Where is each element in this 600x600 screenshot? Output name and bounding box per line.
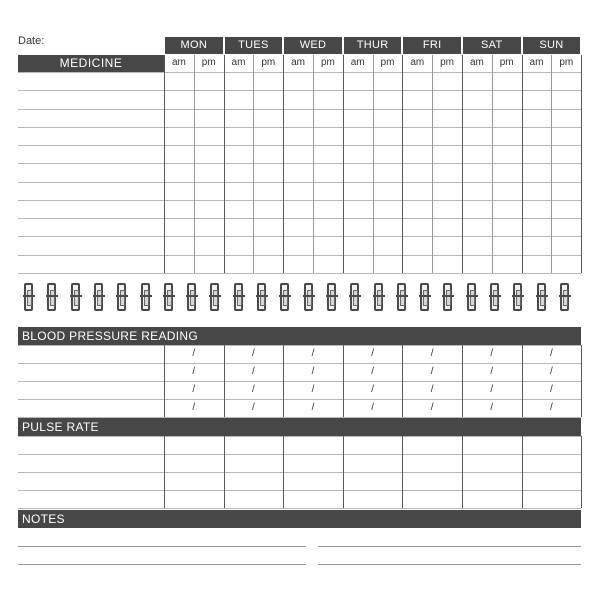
binding-ring [280,283,289,311]
day-column-line [343,55,344,273]
pulse-cell[interactable] [224,490,284,508]
binding-ring [24,283,33,311]
binding-ring [467,283,476,311]
medicine-name-cell[interactable] [18,218,164,236]
notes-line[interactable] [318,546,581,547]
day-column-line [462,55,463,273]
bp-slash[interactable]: / [371,366,374,377]
pulse-cell[interactable] [522,454,582,472]
binding-ring [94,283,103,311]
medicine-header: MEDICINE [18,55,164,72]
bp-slash[interactable]: / [550,348,553,359]
bp-slash[interactable]: / [490,402,494,413]
pulse-cell[interactable] [402,472,462,490]
am-label: am [171,57,186,68]
binding-ring [234,283,243,311]
pulse-cell[interactable] [402,436,462,454]
day-column-line [522,55,523,273]
pulse-cell[interactable] [343,472,403,490]
bp-slash[interactable]: / [371,348,374,359]
day-column-line [581,55,582,273]
binding-ring [443,283,452,311]
pulse-cell[interactable] [224,454,284,472]
pm-label: pm [261,57,276,68]
date-label: Date: [18,35,45,47]
ampm-divider [492,55,493,273]
bp-slash[interactable]: / [371,402,374,413]
binding-ring [47,283,56,311]
medicine-name-cell[interactable] [18,109,164,127]
bp-column-line [581,345,582,417]
bp-column-line [283,345,284,417]
pulse-cell[interactable] [283,490,343,508]
pulse-cell[interactable] [402,490,462,508]
am-label: am [231,57,246,68]
bp-slash[interactable]: / [311,348,315,359]
binding-ring [304,283,313,311]
pulse-row-line [18,508,581,509]
day-header-mon: MON [165,37,223,54]
day-header-sat: SAT [463,37,521,54]
pulse-cell[interactable] [343,436,403,454]
bp-slash[interactable]: / [550,402,553,413]
pulse-cell[interactable] [462,490,522,508]
pm-label: pm [499,57,514,68]
pulse-cell[interactable] [462,436,522,454]
am-label: am [410,57,425,68]
bp-column-line [224,345,225,417]
medicine-name-cell[interactable] [18,145,164,163]
day-header-wed: WED [284,37,342,54]
bp-column-line [164,345,165,417]
bp-slash[interactable]: / [550,366,553,377]
medicine-name-cell[interactable] [18,255,164,273]
bp-slash[interactable]: / [550,384,553,395]
bp-slash[interactable]: / [311,366,315,377]
pulse-cell[interactable] [402,454,462,472]
binding-ring [141,283,150,311]
pulse-cell[interactable] [343,454,403,472]
ampm-divider [432,55,433,273]
notes-header: NOTES [18,510,581,528]
binding-ring [513,283,522,311]
bp-slash[interactable]: / [252,348,255,359]
bp-slash[interactable]: / [371,384,374,395]
day-column-line [283,55,284,273]
pulse-cell[interactable] [283,436,343,454]
day-column-line [402,55,403,273]
bp-slash[interactable]: / [252,402,255,413]
pulse-cell[interactable] [522,472,582,490]
binding-ring [71,283,80,311]
bp-slash[interactable]: / [490,348,494,359]
binding-ring [397,283,406,311]
notes-line[interactable] [18,546,306,547]
bp-column-line [343,345,344,417]
ampm-divider [373,55,374,273]
pulse-cell[interactable] [224,472,284,490]
bp-column-line [462,345,463,417]
day-header-tues: TUES [225,37,283,54]
ampm-divider [253,55,254,273]
blood-pressure-header: BLOOD PRESSURE READING [18,327,581,345]
binding-ring [537,283,546,311]
binding-ring [210,283,219,311]
day-header-thur: THUR [344,37,402,54]
bp-column-line [402,345,403,417]
pulse-cell[interactable] [164,436,224,454]
pm-label: pm [380,57,395,68]
medicine-name-cell[interactable] [18,236,164,254]
pm-label: pm [320,57,335,68]
binding-ring [420,283,429,311]
bp-slash[interactable]: / [430,402,434,413]
medicine-name-cell[interactable] [18,163,164,181]
pulse-cell[interactable] [462,472,522,490]
binding-ring [560,283,569,311]
bp-slash[interactable]: / [311,384,315,395]
pulse-column-line [581,436,582,508]
binding-ring [374,283,383,311]
binding-ring [117,283,126,311]
pm-label: pm [201,57,216,68]
am-label: am [291,57,306,68]
bp-slash[interactable]: / [311,402,315,413]
pulse-cell[interactable] [283,472,343,490]
medicine-name-cell[interactable] [18,127,164,145]
pm-label: pm [440,57,455,68]
medicine-name-cell[interactable] [18,90,164,108]
notes-line[interactable] [18,564,306,565]
ampm-divider [313,55,314,273]
day-column-line [164,55,165,273]
binding-ring [350,283,359,311]
bp-slash[interactable]: / [192,348,196,359]
bp-slash[interactable]: / [192,384,196,395]
pulse-cell[interactable] [522,436,582,454]
pulse-rate-header: PULSE RATE [18,418,581,436]
ampm-divider [551,55,552,273]
binding-ring [327,283,336,311]
pulse-cell[interactable] [283,454,343,472]
bp-slash[interactable]: / [192,366,196,377]
day-header-sun: SUN [523,37,581,54]
day-column-line [224,55,225,273]
notes-line[interactable] [318,564,581,565]
binding-ring [490,283,499,311]
pulse-cell[interactable] [462,454,522,472]
pulse-cell[interactable] [164,454,224,472]
bp-column-line [522,345,523,417]
pm-label: pm [559,57,574,68]
ampm-divider [194,55,195,273]
am-label: am [469,57,484,68]
bp-slash[interactable]: / [430,384,434,395]
pulse-cell[interactable] [343,490,403,508]
medicine-name-cell[interactable] [18,200,164,218]
bp-slash[interactable]: / [252,366,255,377]
binding-ring [187,283,196,311]
binding-ring [257,283,266,311]
medicine-name-cell[interactable] [18,182,164,200]
pulse-cell[interactable] [164,472,224,490]
bp-slash[interactable]: / [490,384,494,395]
binding-ring [164,283,173,311]
am-label: am [350,57,365,68]
bp-slash[interactable]: / [192,402,196,413]
pulse-cell[interactable] [224,436,284,454]
bp-slash[interactable]: / [252,384,255,395]
medicine-row-line [18,273,581,274]
am-label: am [529,57,544,68]
bp-slash[interactable]: / [430,348,434,359]
bp-slash[interactable]: / [430,366,434,377]
bp-slash[interactable]: / [490,366,494,377]
pulse-cell[interactable] [522,490,582,508]
medicine-name-cell[interactable] [18,72,164,90]
pulse-cell[interactable] [164,490,224,508]
day-header-fri: FRI [403,37,461,54]
